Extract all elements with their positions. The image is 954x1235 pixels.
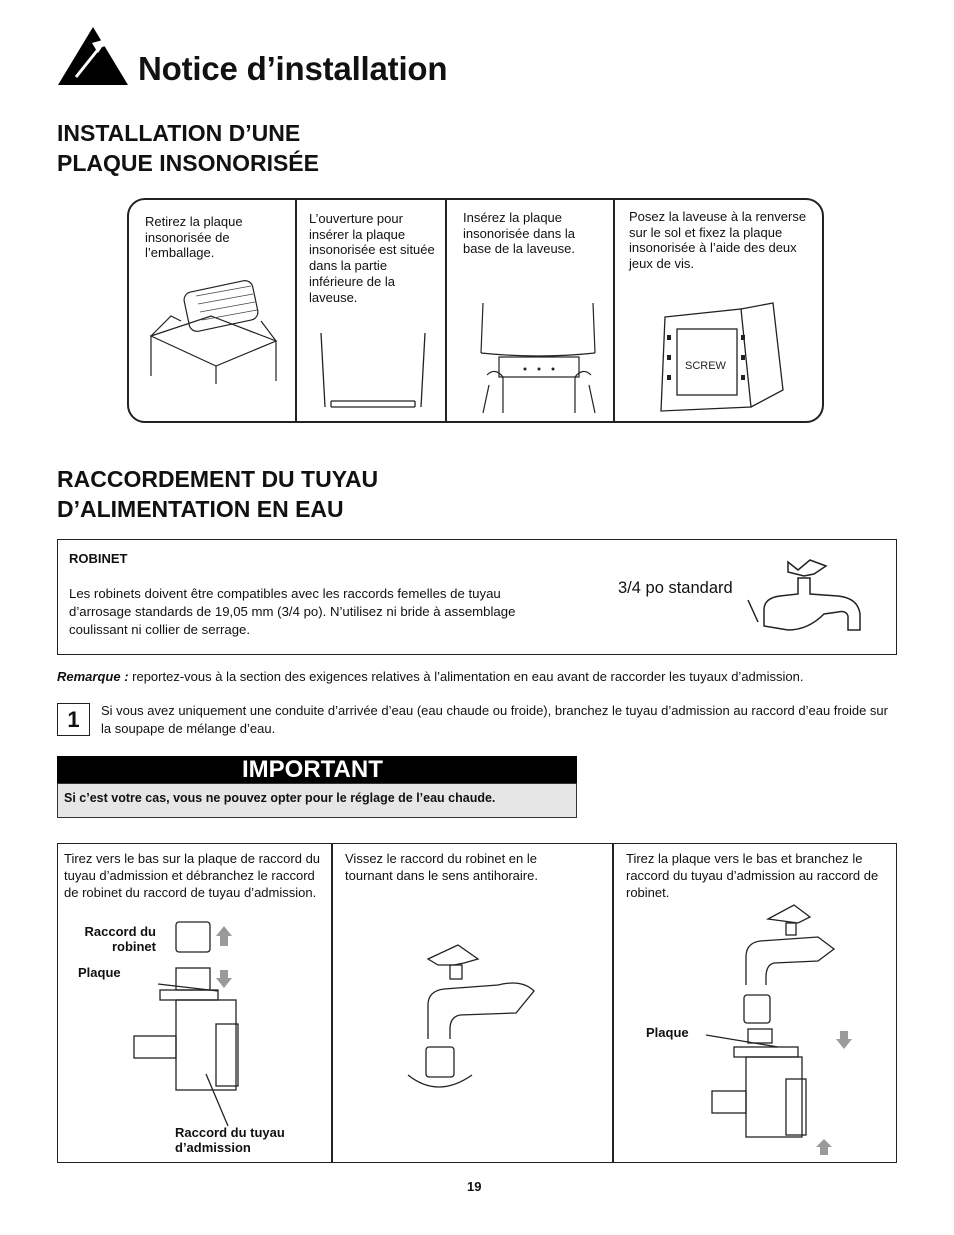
panel-text: Tirez la plaque vers le bas et branchez le raccord du tuyau d’admission au raccord de robinet. <box>626 851 879 900</box>
label-plaque-right: Plaque <box>646 1025 689 1040</box>
faucet-icon <box>728 550 888 645</box>
label-raccord-tuyau <box>175 1125 285 1155</box>
divider <box>613 200 615 421</box>
faucet-screw-illustration <box>398 939 558 1099</box>
divider <box>445 200 447 421</box>
label-line: Raccord du tuyau <box>175 1125 285 1140</box>
panel-text: Insérez la plaque insonorisée dans la base de la laveuse. <box>463 210 576 257</box>
section-title-raccordement <box>57 464 378 524</box>
plate-in-box-illustration <box>141 276 291 386</box>
remark <box>57 669 897 685</box>
plaque-steps-panel <box>127 198 824 423</box>
panel-text: L’ouverture pour insérer la plaque insonorisée est située dans la partie inférieure de la laveuse. <box>309 211 435 305</box>
section-title-line: RACCORDEMENT DU TUYAU <box>57 466 379 492</box>
page-number: 19 <box>467 1179 482 1194</box>
section-title-line: PLAQUE INSONORISÉE <box>57 150 319 176</box>
panel-text: Posez la laveuse à la renverse sur le sol et fixez la plaque insonorisée à l’aide des deux jeux de vis. <box>629 209 807 272</box>
divider <box>612 844 614 1162</box>
faucet-to-valve-illustration <box>698 899 858 1159</box>
washer-upside-down-illustration <box>653 295 803 420</box>
inlet-valve-illustration <box>128 916 328 1126</box>
label-plaque: Plaque <box>78 965 121 980</box>
faucet-callout: 3/4 po standard <box>618 579 733 597</box>
page-title: Notice d’installation <box>138 50 448 87</box>
robinet-text: Les robinets doivent être compatibles avec les raccords femelles de tuyau d’arrosage standards de 19,05 mm (3/4 po). N’utilisez ni bride à assemblage coulissant ni collier de serrage. <box>69 586 516 637</box>
hose-steps-panel <box>57 843 897 1163</box>
panel-text: Vissez le raccord du robinet en le tournant dans le sens antihoraire. <box>345 851 538 883</box>
robinet-heading: ROBINET <box>69 551 128 566</box>
divider <box>331 844 333 1162</box>
robinet-box <box>57 539 897 655</box>
divider <box>295 200 297 421</box>
washer-base-illustration <box>317 325 429 415</box>
label-line: robinet <box>111 939 156 954</box>
label-line: d’admission <box>175 1140 251 1155</box>
step-number: 1 <box>57 703 90 736</box>
remark-label: Remarque : <box>57 669 129 684</box>
section-title-line: D’ALIMENTATION EN EAU <box>57 496 344 522</box>
important-heading: IMPORTANT <box>242 756 383 783</box>
warning-triangle-hammer-icon <box>56 25 130 87</box>
step-text: Si vous avez uniquement une conduite d’arrivée d’eau (eau chaude ou froide), branchez le tuyau d’admission au raccord d’eau froide sur la soupape de mélange d’eau. <box>101 703 888 736</box>
label-line: Raccord du <box>84 924 156 939</box>
section-title-plaque <box>57 118 319 178</box>
remark-text: reportez-vous à la section des exigences relatives à l’alimentation en eau avant de raccorder les tuyaux d’admission. <box>128 669 804 684</box>
panel-text: Retirez la plaque insonorisée de l’emballage. <box>145 214 243 261</box>
important-text: Si c’est votre cas, vous ne pouvez opter pour le réglage de l’eau chaude. <box>64 791 496 805</box>
header-icon <box>56 25 130 87</box>
important-header <box>57 756 577 783</box>
insert-plate-illustration <box>469 295 609 420</box>
screw-label: SCREW <box>685 360 726 372</box>
panel-text: Tirez vers le bas sur la plaque de raccord du tuyau d’admission et débranchez le raccord de robinet du raccord de tuyau d’admission. <box>64 851 321 900</box>
section-title-line: INSTALLATION D’UNE <box>57 120 301 146</box>
important-body <box>57 783 577 818</box>
